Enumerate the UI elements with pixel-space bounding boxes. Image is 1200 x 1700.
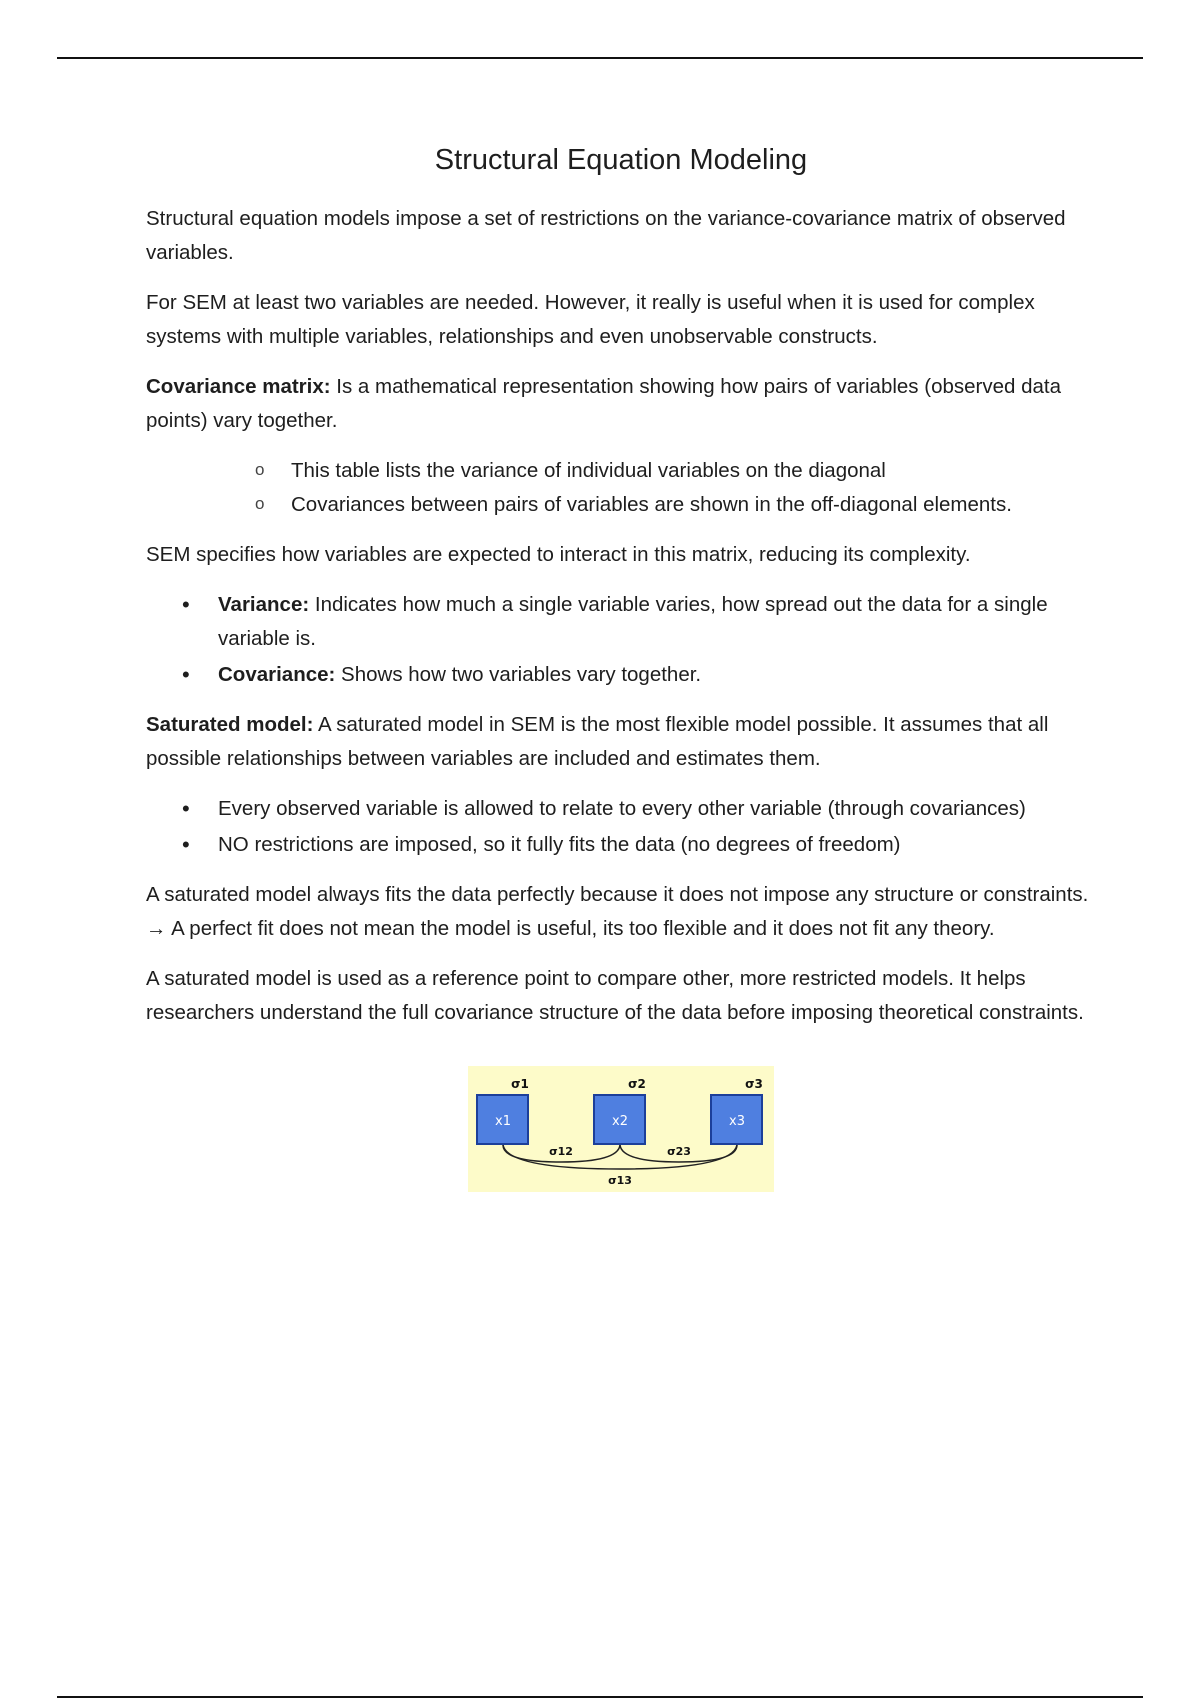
covariance-matrix-paragraph [146,370,1096,438]
list-item: o Covariances between pairs of variables are shown in the off-diagonal elements. [291,488,1096,522]
definition-text: Shows how two variables vary together. [335,663,702,686]
covariance-arc-13 [503,1145,737,1169]
saturated-model-text: A saturated model in SEM is the most flexible model possible. It assumes that all possible relationships between variables are included and estimates them. [146,713,1049,770]
list-item: o This table lists the variance of individual variables on the diagonal [291,454,1096,488]
diagram-svg [468,1066,774,1192]
footer-rule [57,1696,1143,1698]
covariance-matrix-term: Covariance matrix: [146,375,331,398]
saturated-model-paragraph [146,708,1096,776]
list-item: • NO restrictions are imposed, so it fully fits the data (no degrees of freedom) [218,828,1096,862]
node-x3-label: x3 [729,1114,745,1129]
page-title: Structural Equation Modeling [434,144,808,176]
definition-covariance [218,658,1096,692]
definition-variance [218,588,1096,656]
variance-sigma3-label: σ3 [745,1077,763,1091]
variance-sigma1-label: σ1 [511,1077,529,1091]
saturated-model-diagram [468,1066,774,1192]
covariance-sigma13-label: σ13 [608,1174,632,1187]
document-body [146,140,1096,1192]
covariance-sigma12-label: σ12 [549,1145,573,1158]
reference-point-paragraph: A saturated model is used as a reference point to compare other, more restricted models. It helps researchers understand the full covariance structure of the data before imposing theoretical constraints. [146,967,1084,1024]
saturated-model-list [146,792,1096,862]
definitions-list [146,588,1096,692]
definition-term: Covariance: [218,663,336,686]
node-x2-label: x2 [612,1114,628,1129]
perfect-fit-paragraph: A saturated model always fits the data perfectly because it does not impose any structure or constraints. → A perfect fit does not mean the model is useful, its too flexible and it does not fit any theory. [146,883,1089,940]
header-rule [57,57,1143,59]
sem-specifies-paragraph: SEM specifies how variables are expected to interact in this matrix, reducing its complexity. [146,543,971,566]
definition-term: Variance: [218,593,310,616]
saturated-model-term: Saturated model: [146,713,314,736]
sem-requirements-paragraph: For SEM at least two variables are needed. However, it really is useful when it is used for complex systems with multiple variables, relationships and even unobservable constructs. [146,291,1035,348]
covariance-matrix-text: Is a mathematical representation showing how pairs of variables (observed data points) vary together. [146,375,1062,432]
list-item: • Every observed variable is allowed to relate to every other variable (through covariances) [218,792,1096,826]
definition-text: Indicates how much a single variable varies, how spread out the data for a single variable is. [218,593,1048,650]
variance-sigma2-label: σ2 [628,1077,646,1091]
node-x1-label: x1 [495,1114,511,1129]
intro-paragraph: Structural equation models impose a set of restrictions on the variance-covariance matrix of observed variables. [146,207,1066,264]
covariance-sigma23-label: σ23 [667,1145,691,1158]
covariance-matrix-list [146,454,1096,522]
